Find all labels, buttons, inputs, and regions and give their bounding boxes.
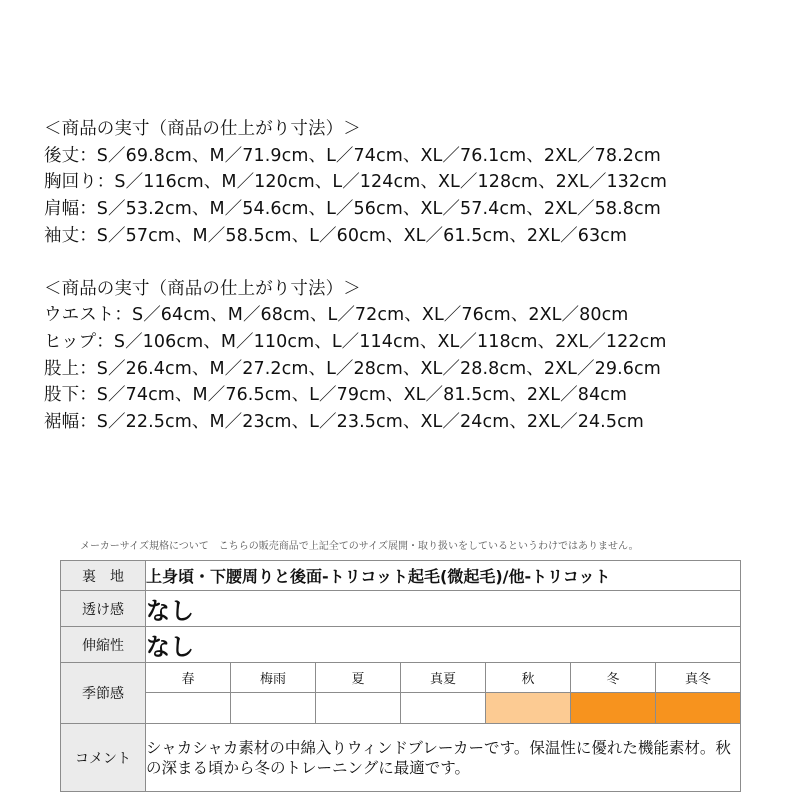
season-indicator-autumn: [486, 693, 571, 724]
size-measurements: [44, 116, 784, 436]
season-indicator-summer: [316, 693, 401, 724]
comment-value: [146, 724, 741, 792]
size-line-back-length: 後丈：S／69.8cm、M／71.9cm、L／74cm、XL／76.1cm、2XL／78.2cm: [44, 145, 661, 166]
sheer-label: 透け感: [61, 591, 146, 627]
size-line-shoulder: 肩幅：S／53.2cm、M／54.6cm、L／56cm、XL／57.4cm、2XL／58.8cm: [44, 199, 661, 220]
season-indicator-rainy: [231, 693, 316, 724]
season-spring: 春: [146, 663, 231, 693]
comment-text: シャカシャカ素材の中綿入りウィンドブレーカーです。保温性に優れた機能素材。秋の深まる頃から冬のトレーニングに最適です。: [146, 738, 731, 777]
stretch-label: 伸縮性: [61, 627, 146, 663]
season-autumn: 秋: [486, 663, 571, 693]
stretch-value-text: なし: [146, 633, 194, 661]
sheer-value: [146, 591, 741, 627]
season-indicator-midsummer: [401, 693, 486, 724]
size-line-waist: ウエスト：S／64cm、M／68cm、L／72cm、XL／76cm、2XL／80cm: [44, 305, 629, 326]
spec-table: [60, 560, 741, 792]
sheer-value-text: なし: [146, 597, 194, 625]
bottom-measurements-heading: ＜商品の実寸（商品の仕上がり寸法）＞: [44, 278, 361, 299]
size-line-rise: 股上：S／26.4cm、M／27.2cm、L／28cm、XL／28.8cm、2XL／29.6cm: [44, 358, 661, 379]
comment-label: コメント: [61, 724, 146, 792]
season-winter: 冬: [571, 663, 656, 693]
season-indicator-winter: [571, 693, 656, 724]
lining-value: [146, 561, 741, 591]
season-midwinter: 真冬: [656, 663, 741, 693]
size-note: メーカーサイズ規格について こちらの販売商品で上記全てのサイズ展開・取り扱いをしているというわけではありません。: [80, 541, 639, 552]
size-line-hip: ヒップ：S／106cm、M／110cm、L／114cm、XL／118cm、2XL／122cm: [44, 331, 667, 352]
season-summer: 夏: [316, 663, 401, 693]
season-indicator-midwinter: [656, 693, 741, 724]
size-line-sleeve: 袖丈：S／57cm、M／58.5cm、L／60cm、XL／61.5cm、2XL／63cm: [44, 225, 628, 246]
lining-value-text: 上身頃・下腰周りと後面-トリコット起毛(微起毛)/他-トリコット: [146, 567, 611, 586]
season-indicator-spring: [146, 693, 231, 724]
stretch-value: [146, 627, 741, 663]
season-label: 季節感: [61, 663, 146, 724]
top-measurements-heading: ＜商品の実寸（商品の仕上がり寸法）＞: [44, 119, 361, 139]
size-line-hem-width: 裾幅：S／22.5cm、M／23cm、L／23.5cm、XL／24cm、2XL／24.5cm: [44, 412, 644, 433]
lining-label: 裏 地: [61, 561, 146, 591]
size-line-inseam: 股下：S／74cm、M／76.5cm、L／79cm、XL／81.5cm、2XL／84cm: [44, 385, 628, 406]
season-midsummer: 真夏: [401, 663, 486, 693]
size-line-chest: 胸回り：S／116cm、M／120cm、L／124cm、XL／128cm、2XL／132cm: [44, 172, 668, 193]
season-rainy: 梅雨: [231, 663, 316, 693]
